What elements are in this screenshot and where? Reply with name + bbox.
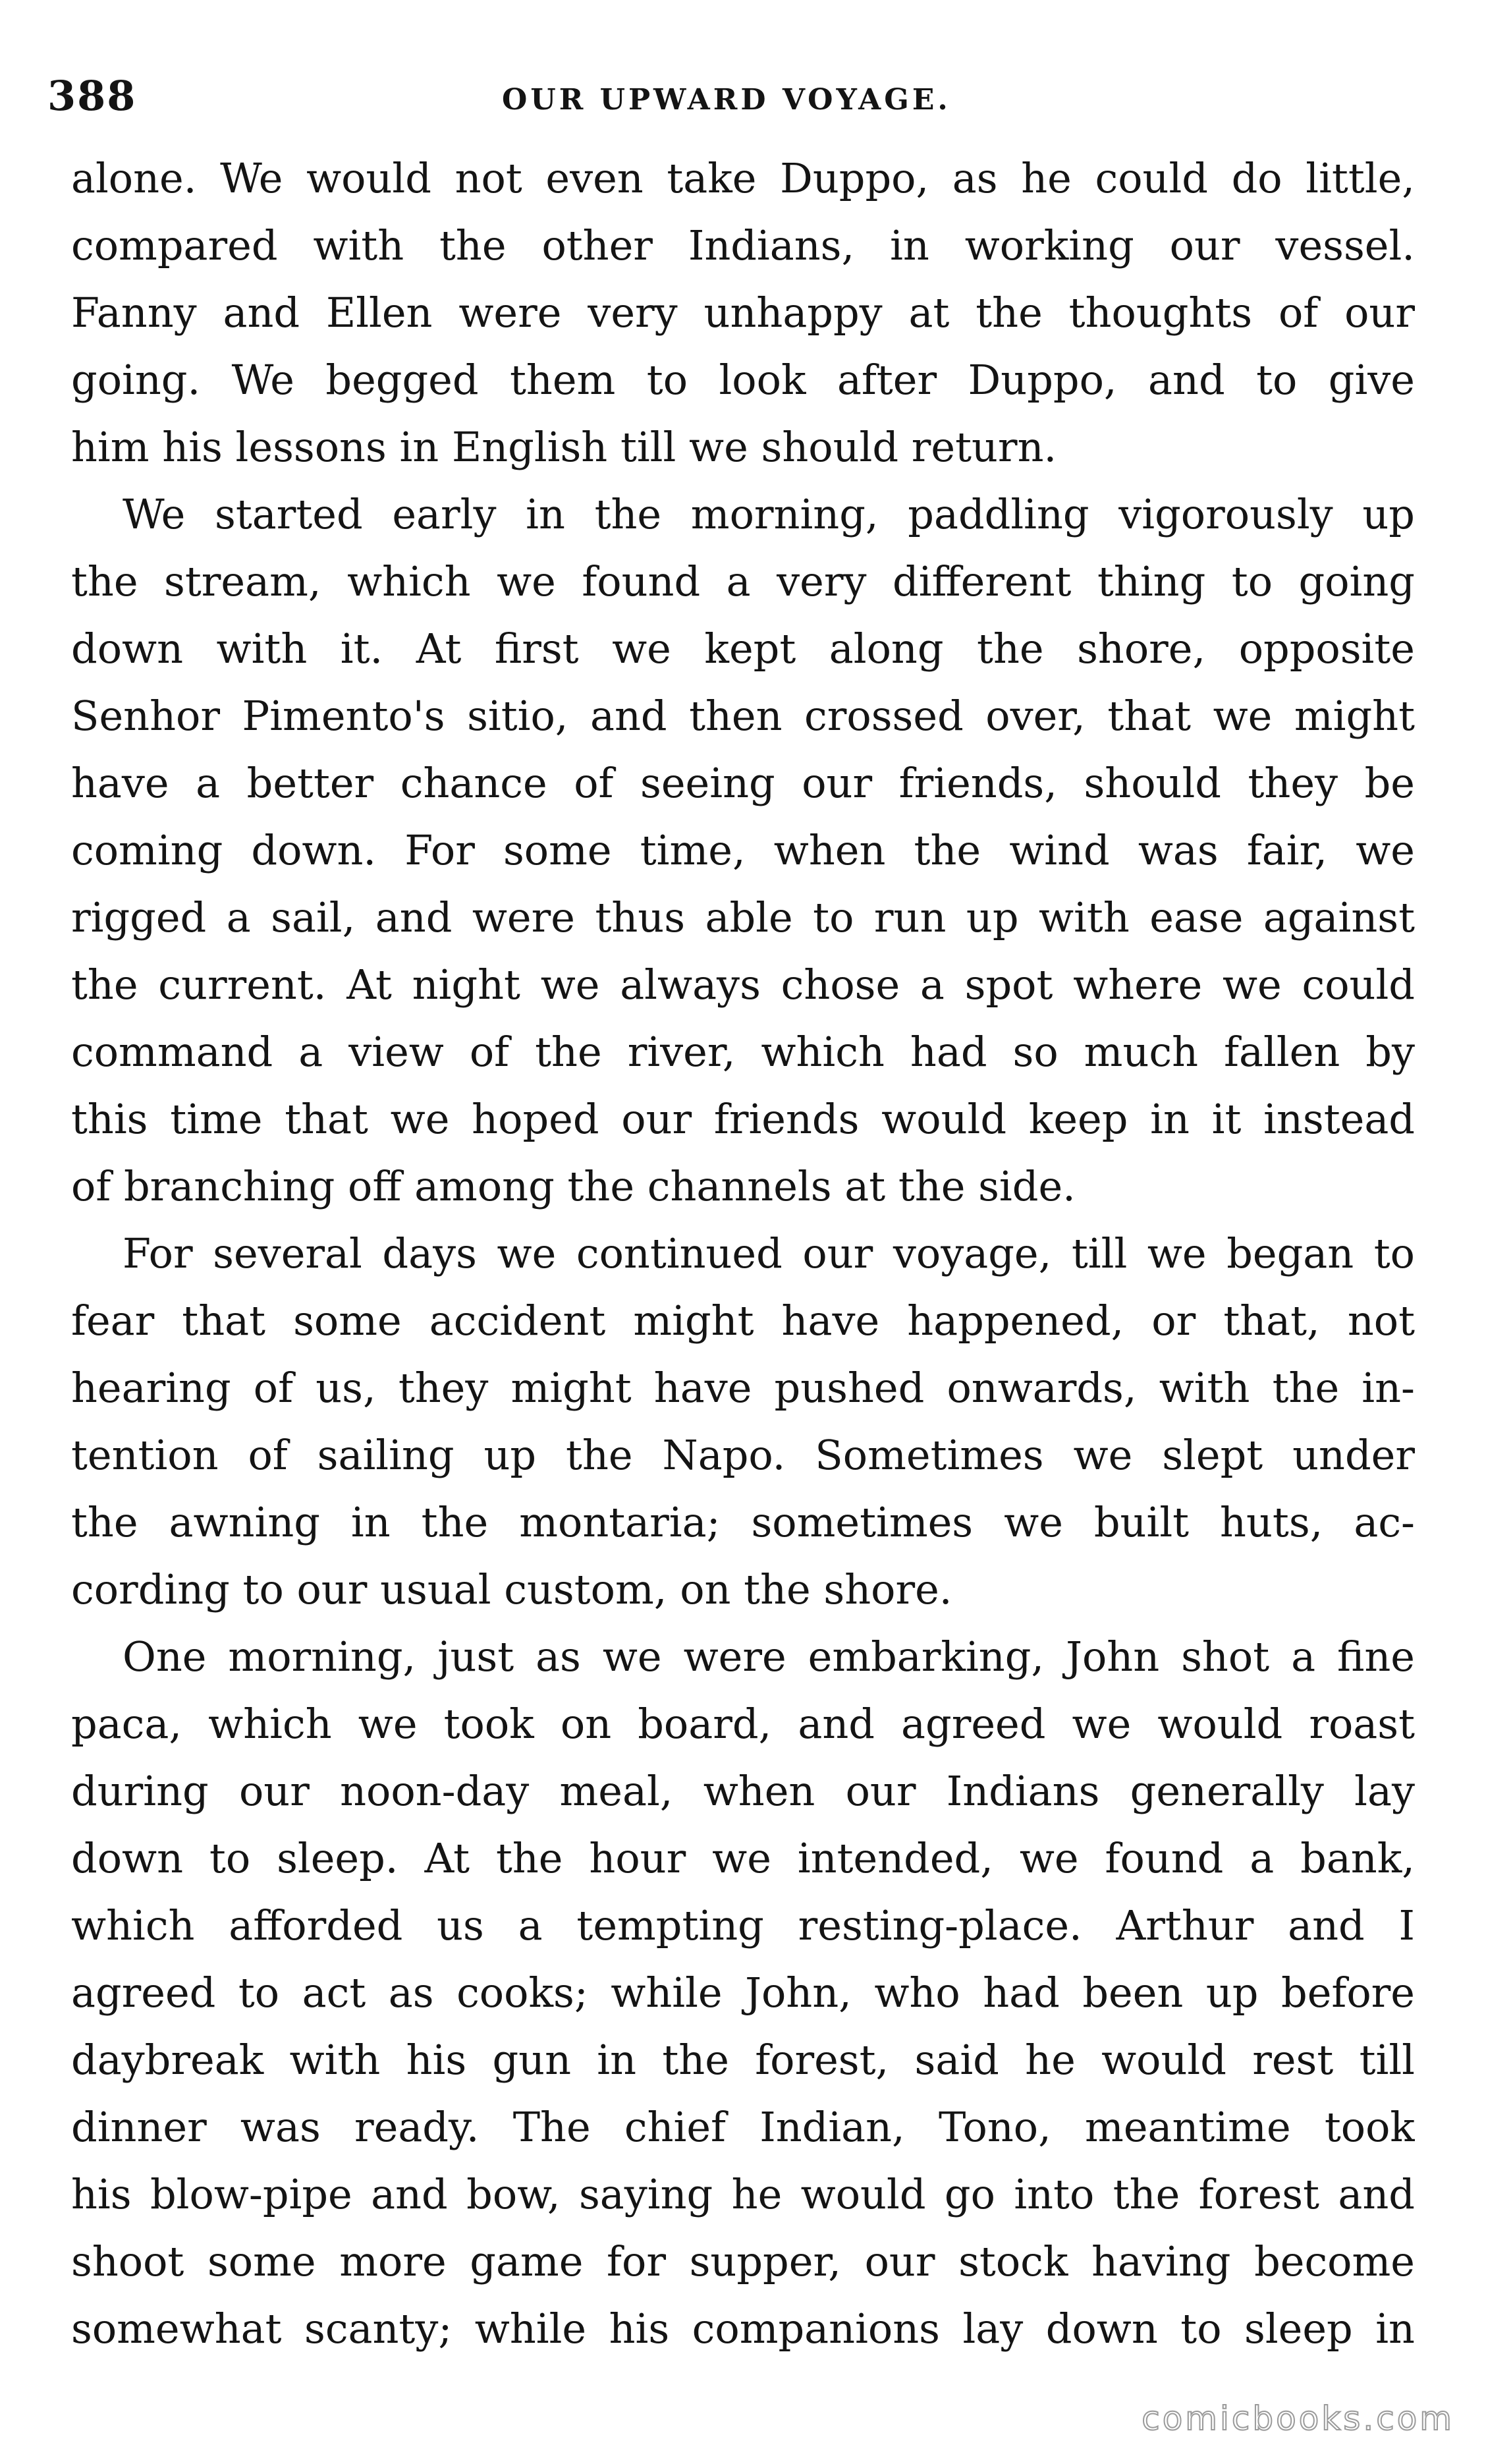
text-line: rigged a sail, and were thus able to run up with ease against	[71, 893, 1415, 941]
running-head	[47, 63, 1417, 136]
paragraph	[71, 481, 1415, 1220]
text-line: dinner was ready. The chief Indian, Tono, meantime took	[71, 2103, 1415, 2151]
text-line: daybreak with his gun in the forest, said he would rest till	[71, 2036, 1415, 2084]
running-title: OUR UPWARD VOYAGE.	[502, 83, 951, 117]
text-line: Fanny and Ellen were very unhappy at the thoughts of our	[71, 289, 1415, 337]
text-line: which afforded us a tempting resting-place. Arthur and I	[71, 1901, 1415, 1949]
watermark: comicbooks.com	[1142, 2399, 1454, 2438]
text-line: him his lessons in English till we should return.	[71, 423, 1057, 471]
page-number: 388	[47, 72, 137, 120]
text-line: One morning, just as we were embarking, John shot a fine	[123, 1633, 1415, 1681]
text-line: his blow-pipe and bow, saying he would go into the forest and	[71, 2170, 1415, 2218]
text-line: shoot some more game for supper, our stock having become	[71, 2237, 1415, 2285]
text-line: We started early in the morning, paddling vigorously up	[123, 490, 1415, 538]
text-line: fear that some accident might have happened, or that, not	[71, 1297, 1415, 1345]
text-line: tention of sailing up the Napo. Sometimes we slept under	[71, 1431, 1415, 1479]
text-line: agreed to act as cooks; while John, who had been up before	[71, 1969, 1415, 2017]
paragraph	[71, 1623, 1415, 2363]
text-line: during our noon-day meal, when our Indians generally lay	[71, 1767, 1415, 1815]
text-line: coming down. For some time, when the wind was fair, we	[71, 826, 1415, 874]
text-line: of branching off among the channels at the side.	[71, 1162, 1076, 1210]
paragraph	[71, 145, 1415, 481]
text-line: the awning in the montaria; sometimes we built huts, ac-	[71, 1498, 1415, 1546]
text-line: going. We begged them to look after Duppo, and to give	[71, 356, 1415, 404]
text-line: this time that we hoped our friends would keep in it instead	[71, 1095, 1415, 1143]
text-line: cording to our usual custom, on the shore.	[71, 1565, 952, 1613]
paragraph	[71, 1220, 1415, 1623]
text-line: For several days we continued our voyage, till we began to	[123, 1229, 1415, 1277]
text-line: have a better chance of seeing our friends, should they be	[71, 759, 1415, 807]
text-line: the stream, which we found a very different thing to going	[71, 557, 1415, 605]
text-line: Senhor Pimento's sitio, and then crossed over, that we might	[71, 692, 1415, 740]
text-line: down with it. At first we kept along the shore, opposite	[71, 625, 1415, 673]
text-line: somewhat scanty; while his companions lay down to sleep in	[71, 2305, 1415, 2353]
text-line: alone. We would not even take Duppo, as he could do little,	[71, 154, 1415, 202]
text-line: the current. At night we always chose a spot where we could	[71, 961, 1415, 1009]
body-text	[71, 145, 1415, 2363]
text-line: hearing of us, they might have pushed onwards, with the in-	[71, 1364, 1415, 1412]
text-line: compared with the other Indians, in working our vessel.	[71, 221, 1415, 269]
text-line: paca, which we took on board, and agreed we would roast	[71, 1700, 1415, 1748]
text-line: down to sleep. At the hour we intended, we found a bank,	[71, 1834, 1415, 1882]
text-line: command a view of the river, which had so much fallen by	[71, 1028, 1415, 1076]
